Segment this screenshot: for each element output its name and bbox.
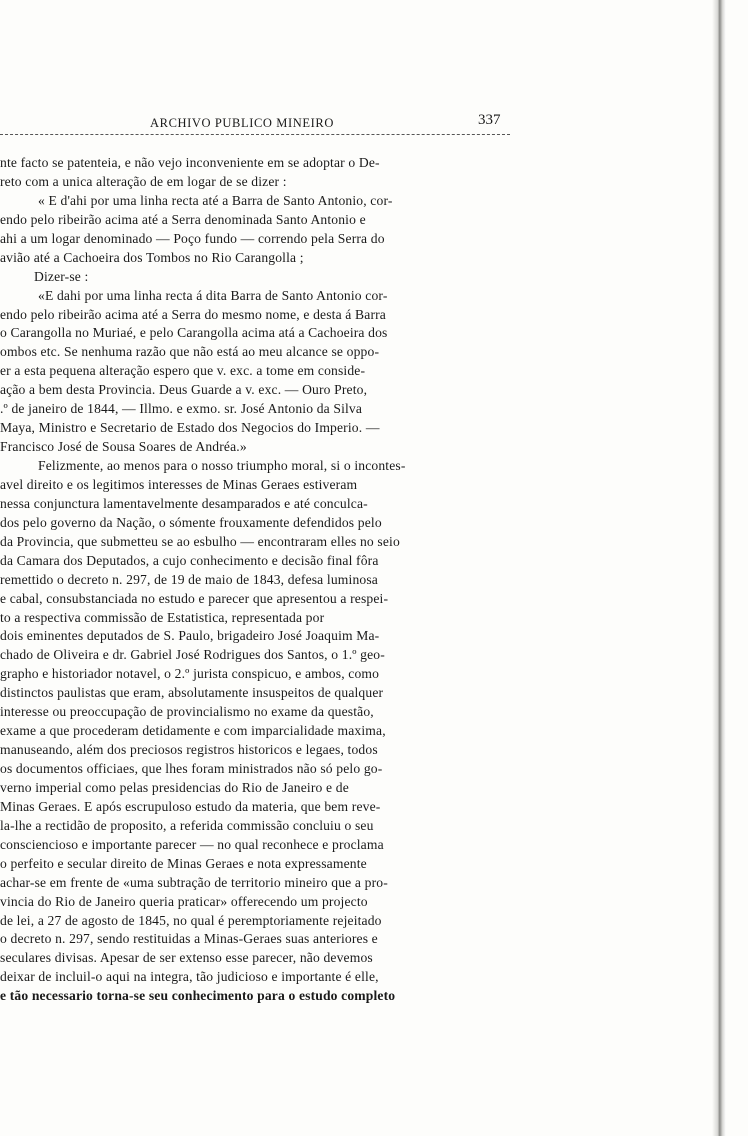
text-line: vincia do Rio de Janeiro queria praticar» offerecendo um projecto <box>0 893 368 909</box>
text-line: o perfeito e secular direito de Minas Geraes e nota expressamente <box>0 855 367 871</box>
text-line: endo pelo ribeirão acima até a Serra do mesmo nome, e desta á Barra <box>0 306 386 322</box>
text-line: avião até a Cachoeira dos Tombos no Rio Carangolla ; <box>0 249 304 265</box>
text-line: achar-se em frente de «uma subtração de territorio mineiro que a pro- <box>0 874 388 890</box>
page-number: 337 <box>478 112 501 128</box>
page-header <box>0 112 510 136</box>
text-line: to a respectiva commissão de Estatistica, representada por <box>0 609 325 625</box>
text-line: os documentos officiaes, que lhes foram ministrados não só pelo go- <box>0 761 383 776</box>
text-line: grapho e historiador notavel, o 2.º jurista conspicuo, e ambos, como <box>0 666 380 682</box>
text-line: endo pelo ribeirão acima até a Serra denominada Santo Antonio e <box>0 211 366 227</box>
text-line: Minas Geraes. E após escrupuloso estudo da materia, que bem reve- <box>0 798 381 814</box>
text-line: Dizer-se : <box>34 268 89 284</box>
text-line: chado de Oliveira e dr. Gabriel José Rodrigues dos Santos, o 1.º geo- <box>0 647 385 663</box>
text-line: Maya, Ministro e Secretario de Estado dos Negocios do Imperio. — <box>0 420 380 436</box>
text-line: Francisco José de Sousa Soares de Andréa.» <box>0 439 247 455</box>
text-line: distinctos paulistas que eram, absolutamente insuspeitos de qualquer <box>0 685 384 701</box>
text-line: consciencioso e importante parecer — no qual reconhece e proclama <box>0 836 384 852</box>
text-line: dois eminentes deputados de S. Paulo, brigadeiro José Joaquim Ma- <box>0 628 380 644</box>
text-line: nte facto se patenteia, e não vejo inconveniente em se adoptar o De- <box>0 155 380 170</box>
text-line: nessa conjunctura lamentavelmente desamparados e até conculca- <box>0 495 368 511</box>
text-line: exame a que procederam detidamente e com imparcialidade maxima, <box>0 723 386 739</box>
page-edge-shadow <box>712 0 726 1136</box>
body-text <box>0 154 520 1006</box>
text-line: manuseando, além dos preciosos registros historicos e legaes, todos <box>0 742 378 758</box>
text-line: e cabal, consubstanciada no estudo e parecer que apresentou a respei- <box>0 590 389 606</box>
text-line: verno imperial como pelas presidencias do Rio de Janeiro e de <box>0 779 349 795</box>
text-line: da Provincia, que submetteu se ao esbulho — encontraram elles no seio <box>0 533 400 549</box>
text-line: o decreto n. 297, sendo restituidas a Minas-Geraes suas anteriores e <box>0 931 378 947</box>
text-line: ombos etc. Se nenhuma razão que não está ao meu alcance se oppo- <box>0 344 380 360</box>
text-line: e tão necessario torna-se seu conhecimento para o estudo completo <box>0 988 396 1004</box>
text-line: avel direito e os legitimos interesses de Minas Geraes estiveram <box>0 476 358 492</box>
text-line: deixar de incluil-o aqui na integra, tão judicioso e importante é elle, <box>0 969 379 985</box>
text-line: seculares divisas. Apesar de ser extenso esse parecer, não devemos <box>0 950 373 966</box>
running-title: ARCHIVO PUBLICO MINEIRO <box>150 116 334 130</box>
text-line: reto com a unica alteração de em logar de se dizer : <box>0 173 287 189</box>
text-line: remettido o decreto n. 297, de 19 de maio de 1843, defesa luminosa <box>0 571 378 587</box>
text-line: la-lhe a rectidão de proposito, a referida commissão concluiu o seu <box>0 817 374 833</box>
text-line: interesse ou preoccupação de provincialismo no exame da questão, <box>0 704 374 720</box>
text-line: « E d'ahi por uma linha recta até a Barra de Santo Antonio, cor- <box>38 192 393 208</box>
text-line: de lei, a 27 de agosto de 1845, no qual é peremptoriamente rejeitado <box>0 912 382 928</box>
text-line: .º de janeiro de 1844, — Illmo. e exmo. sr. José Antonio da Silva <box>0 401 363 417</box>
text-line: o Carangolla no Muriaé, e pelo Carangolla acima atá a Cachoeira dos <box>0 325 388 341</box>
text-line: Felizmente, ao menos para o nosso triumpho moral, si o incontes- <box>38 458 406 473</box>
text-line: ação a bem desta Provincia. Deus Guarde a v. exc. — Ouro Preto, <box>0 382 368 398</box>
text-line: dos pelo governo da Nação, o sómente frouxamente defendidos pelo <box>0 514 382 530</box>
header-rule <box>0 134 510 135</box>
text-line: «E dahi por uma linha recta á dita Barra de Santo Antonio cor- <box>38 287 388 303</box>
text-line: er a esta pequena alteração espero que v. exc. a tome em conside- <box>0 363 366 379</box>
text-line: ahi a um logar denominado — Poço fundo — correndo pela Serra do <box>0 230 385 246</box>
text-line: da Camara dos Deputados, a cujo conhecimento e decisão final fôra <box>0 552 379 568</box>
